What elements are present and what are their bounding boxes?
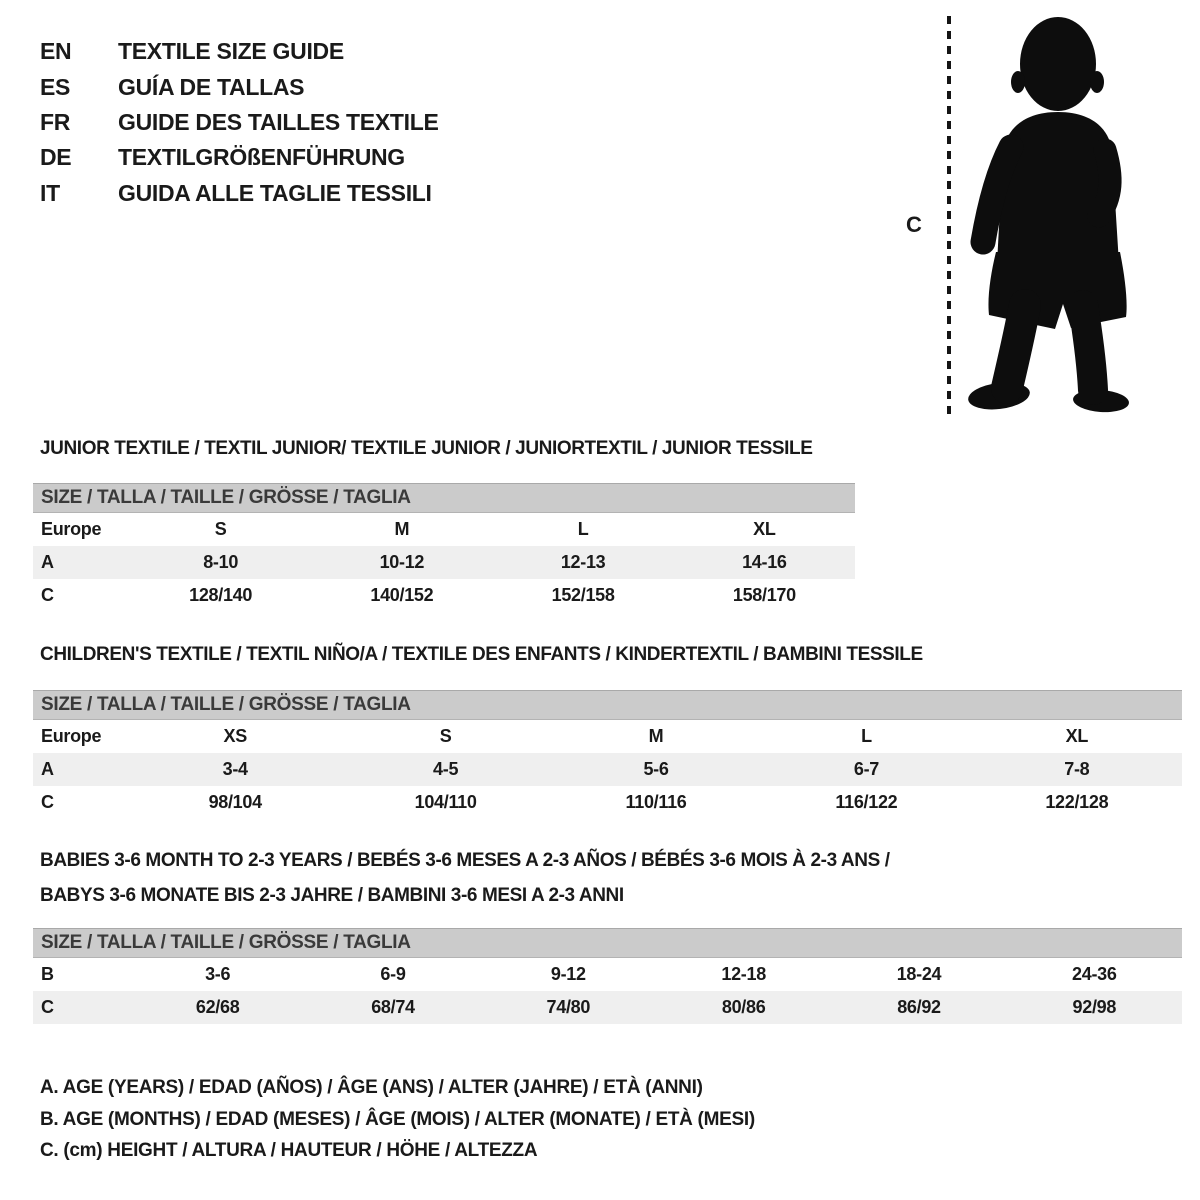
language-code: DE: [40, 144, 72, 171]
junior-section-title: JUNIOR TEXTILE / TEXTIL JUNIOR/ TEXTILE JUNIOR / JUNIORTEXTIL / JUNIOR TESSILE: [40, 438, 813, 459]
table-cell: 18-24: [896, 964, 942, 984]
language-code: IT: [40, 179, 60, 206]
table-cell: L: [861, 726, 872, 746]
table-cell: 110/116: [625, 792, 687, 812]
table-cell: 5-6: [643, 759, 669, 779]
language-code: ES: [40, 73, 71, 100]
table-row: [33, 720, 1182, 753]
table-cell: S: [439, 726, 452, 746]
table-cell: 74/80: [546, 997, 591, 1017]
table-cell: 6-7: [853, 759, 879, 779]
table-cell: 104/110: [414, 792, 477, 812]
table-cell: 86/92: [897, 997, 941, 1017]
children-size-table: [33, 690, 1182, 819]
row-label: C: [41, 585, 54, 605]
language-label: GUIDA ALLE TAGLIE TESSILI: [118, 179, 432, 206]
table-cell: 68/74: [371, 997, 415, 1017]
table-cell: 80/86: [721, 997, 766, 1017]
language-row-it: [40, 176, 439, 211]
size-header-label: SIZE / TALLA / TAILLE / GRÖSSE / TAGLIA: [41, 694, 411, 715]
babies-section-title: [40, 843, 890, 913]
junior-size-table: [33, 483, 855, 612]
table-cell: 3-6: [205, 964, 231, 984]
table-cell: 128/140: [189, 585, 253, 605]
table-cell: 12-18: [721, 964, 766, 984]
table-cell: 122/128: [1045, 792, 1109, 812]
row-label: C: [41, 792, 54, 812]
table-cell: 9-12: [550, 964, 586, 984]
table-row: [33, 991, 1182, 1024]
row-label: C: [41, 997, 54, 1017]
footnote-b: B. AGE (MONTHS) / EDAD (MESES) / ÂGE (MOIS) / ALTER (MONATE) / ETÀ (MESI): [40, 1108, 755, 1130]
babies-section-title-line1: BABIES 3-6 MONTH TO 2-3 YEARS / BEBÉS 3-6 MESES A 2-3 AÑOS / BÉBÉS 3-6 MOIS À 2-3 ANS /: [40, 850, 890, 871]
table-cell: 8-10: [203, 552, 239, 572]
table-cell: 10-12: [379, 552, 425, 572]
table-cell: 62/68: [195, 997, 240, 1017]
table-cell: 98/104: [208, 792, 262, 812]
footnote-a: A. AGE (YEARS) / EDAD (AÑOS) / ÂGE (ANS) / ALTER (JAHRE) / ETÀ (ANNI): [40, 1077, 703, 1098]
table-cell: 92/98: [1072, 997, 1117, 1017]
size-header-bar: [33, 483, 855, 513]
row-label: B: [41, 964, 54, 984]
language-header: [40, 34, 439, 211]
table-cell: L: [577, 519, 589, 539]
toddler-silhouette: [963, 12, 1148, 414]
footnotes: [40, 1072, 755, 1167]
size-header-bar: [33, 690, 1182, 720]
table-cell: M: [394, 519, 410, 539]
table-cell: S: [214, 519, 227, 539]
babies-size-table: [33, 928, 1182, 1024]
table-row: [33, 958, 1182, 991]
table-cell: 140/152: [370, 585, 434, 605]
language-row-de: [40, 140, 439, 175]
row-label: A: [41, 552, 54, 572]
table-cell: 12-13: [560, 552, 606, 572]
language-label: GUIDE DES TAILLES TEXTILE: [118, 108, 439, 135]
table-cell: XL: [1065, 726, 1089, 746]
table-row: [33, 513, 855, 546]
table-cell: 7-8: [1064, 759, 1090, 779]
babies-section-title-line2: BABYS 3-6 MONATE BIS 2-3 JAHRE / BAMBINI 3-6 MESI A 2-3 ANNI: [40, 885, 624, 906]
table-cell: 6-9: [380, 964, 406, 984]
size-header-label: SIZE / TALLA / TAILLE / GRÖSSE / TAGLIA: [41, 932, 411, 953]
table-row: [33, 546, 855, 579]
table-row: [33, 786, 1182, 819]
language-row-fr: [40, 105, 439, 140]
children-section-title: CHILDREN'S TEXTILE / TEXTIL NIÑO/A / TEXTILE DES ENFANTS / KINDERTEXTIL / BAMBINI TESSILE: [40, 644, 923, 665]
height-dashed-line: [947, 16, 951, 416]
table-cell: M: [648, 726, 664, 746]
table-cell: XL: [753, 519, 776, 539]
language-label: TEXTILE SIZE GUIDE: [118, 38, 344, 65]
language-row-es: [40, 69, 439, 104]
table-cell: 24-36: [1072, 964, 1117, 984]
footnote-c: C. (cm) HEIGHT / ALTURA / HAUTEUR / HÖHE / ALTEZZA: [40, 1140, 538, 1161]
table-cell: 3-4: [222, 759, 248, 779]
table-cell: 4-5: [433, 759, 459, 779]
table-cell: 158/170: [732, 585, 796, 605]
size-header-bar: [33, 928, 1182, 958]
table-cell: XS: [223, 726, 247, 746]
language-code: EN: [40, 38, 72, 65]
table-cell: 152/158: [551, 585, 615, 605]
height-measure-label: C: [906, 212, 922, 237]
row-label: Europe: [41, 519, 102, 539]
size-header-label: SIZE / TALLA / TAILLE / GRÖSSE / TAGLIA: [41, 487, 411, 508]
table-cell: 116/122: [835, 792, 898, 812]
row-label: Europe: [41, 726, 102, 746]
language-code: FR: [40, 108, 71, 135]
table-row: [33, 753, 1182, 786]
language-label: TEXTILGRÖßENFÜHRUNG: [118, 144, 405, 171]
table-row: [33, 579, 855, 612]
table-cell: 14-16: [742, 552, 787, 572]
language-row-en: [40, 34, 439, 69]
row-label: A: [41, 759, 54, 779]
language-label: GUÍA DE TALLAS: [118, 73, 305, 100]
